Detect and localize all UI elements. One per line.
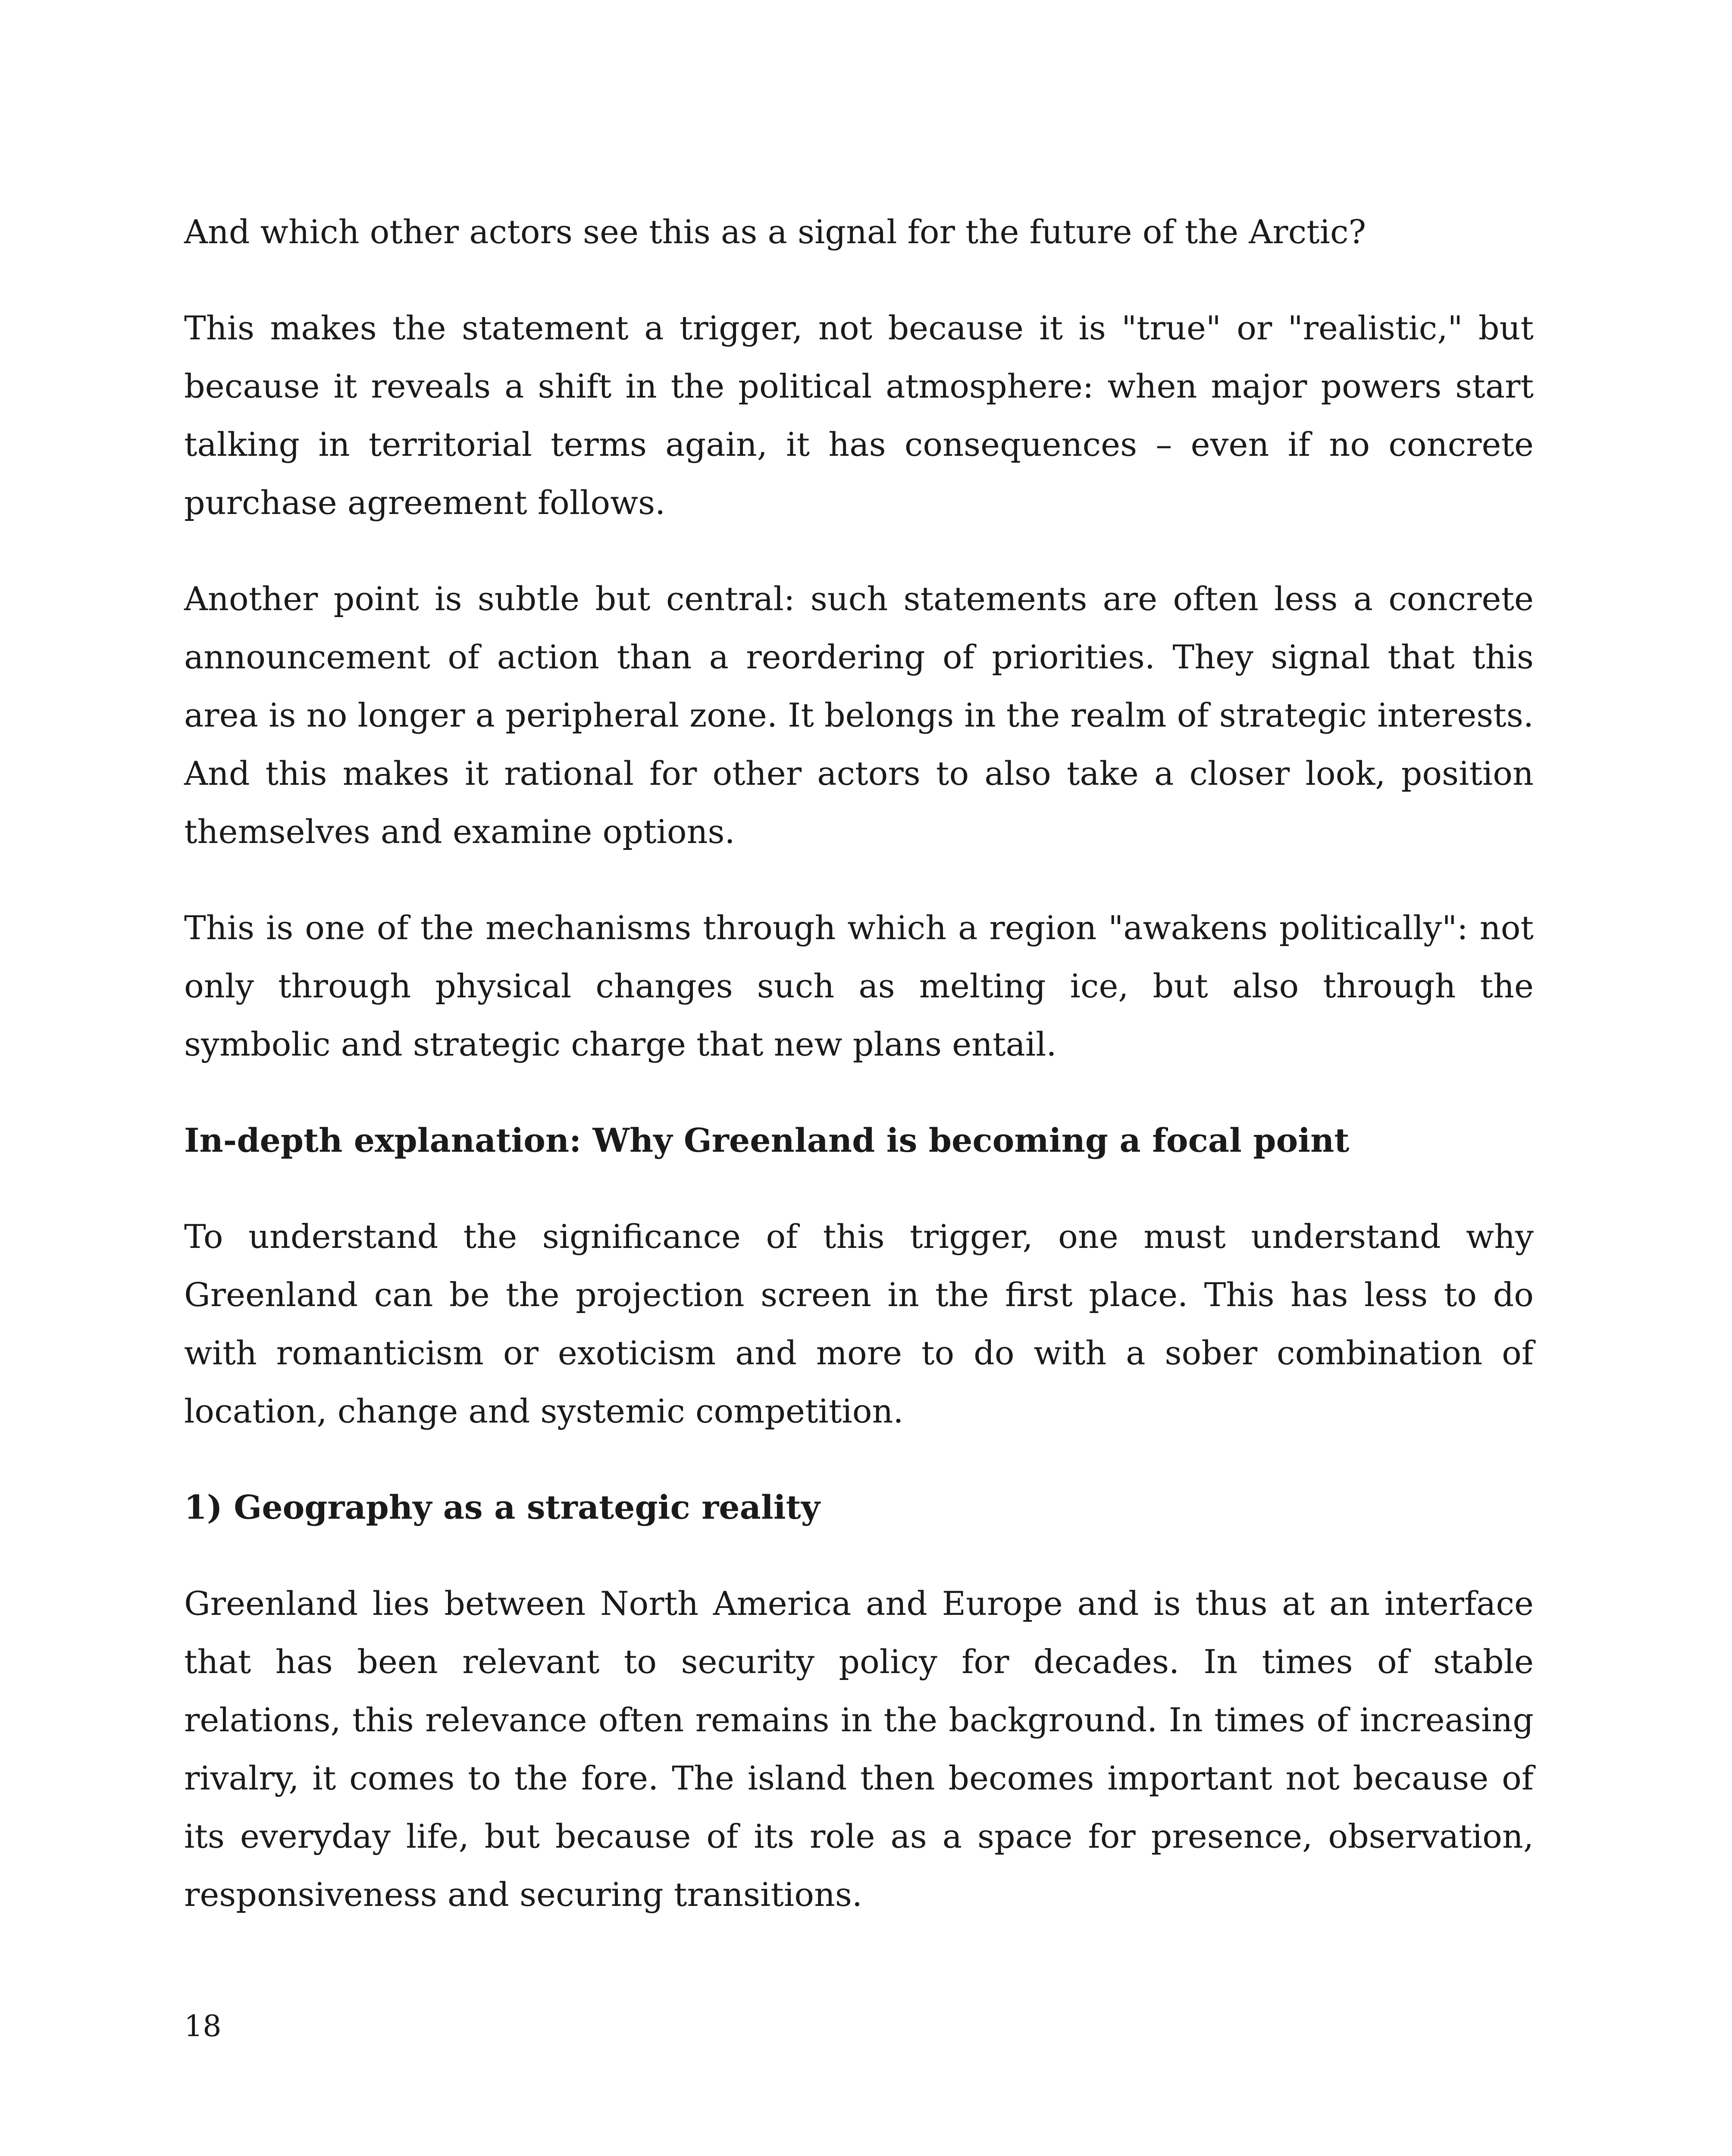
paragraph-greenland-interface: Greenland lies between North America and Europe and is thus at an interface that has been relevant to security policy for decades. In times of stable relations, this relevance often remains in the background. In times of increasing rivalry, it comes to the fore. The island then becomes important not because of its everyday life, but because of its role as a space for presence, observation, responsiveness and securing transitions. — [184, 1584, 1534, 1914]
paragraph-awakens-politically: This is one of the mechanisms through which a region "awakens politically": not only through physical changes such as melting ice, but also through the symbolic and strategic charge that new plans entail. — [184, 909, 1534, 1063]
heading-geography: 1) Geography as a strategic reality — [184, 1488, 820, 1526]
body-text — [184, 203, 1534, 1962]
paragraph-trigger-statement: This makes the statement a trigger, not because it is "true" or "realistic," but because it reveals a shift in the political atmosphere: when major powers start talking in territorial terms again, it has consequences – even if no concrete purchase agreement follows. — [184, 309, 1534, 522]
paragraph-reordering-priorities: Another point is subtle but central: such statements are often less a concrete announcement of action than a reordering of priorities. They signal that this area is no longer a peripheral zone. It belongs in the realm of strategic interests. And this makes it rational for other actors to also take a closer look, position themselves and examine options. — [184, 580, 1534, 851]
paragraph-projection-screen: To understand the significance of this trigger, one must understand why Greenland can be the projection screen in the first place. This has less to do with romanticism or exoticism and more to do with a sober combination of location, change and systemic competition. — [184, 1217, 1534, 1430]
paragraph-arctic-question: And which other actors see this as a signal for the future of the Arctic? — [184, 213, 1366, 251]
page-number: 18 — [184, 2009, 222, 2043]
heading-in-depth-explanation: In-depth explanation: Why Greenland is becoming a focal point — [184, 1121, 1350, 1159]
